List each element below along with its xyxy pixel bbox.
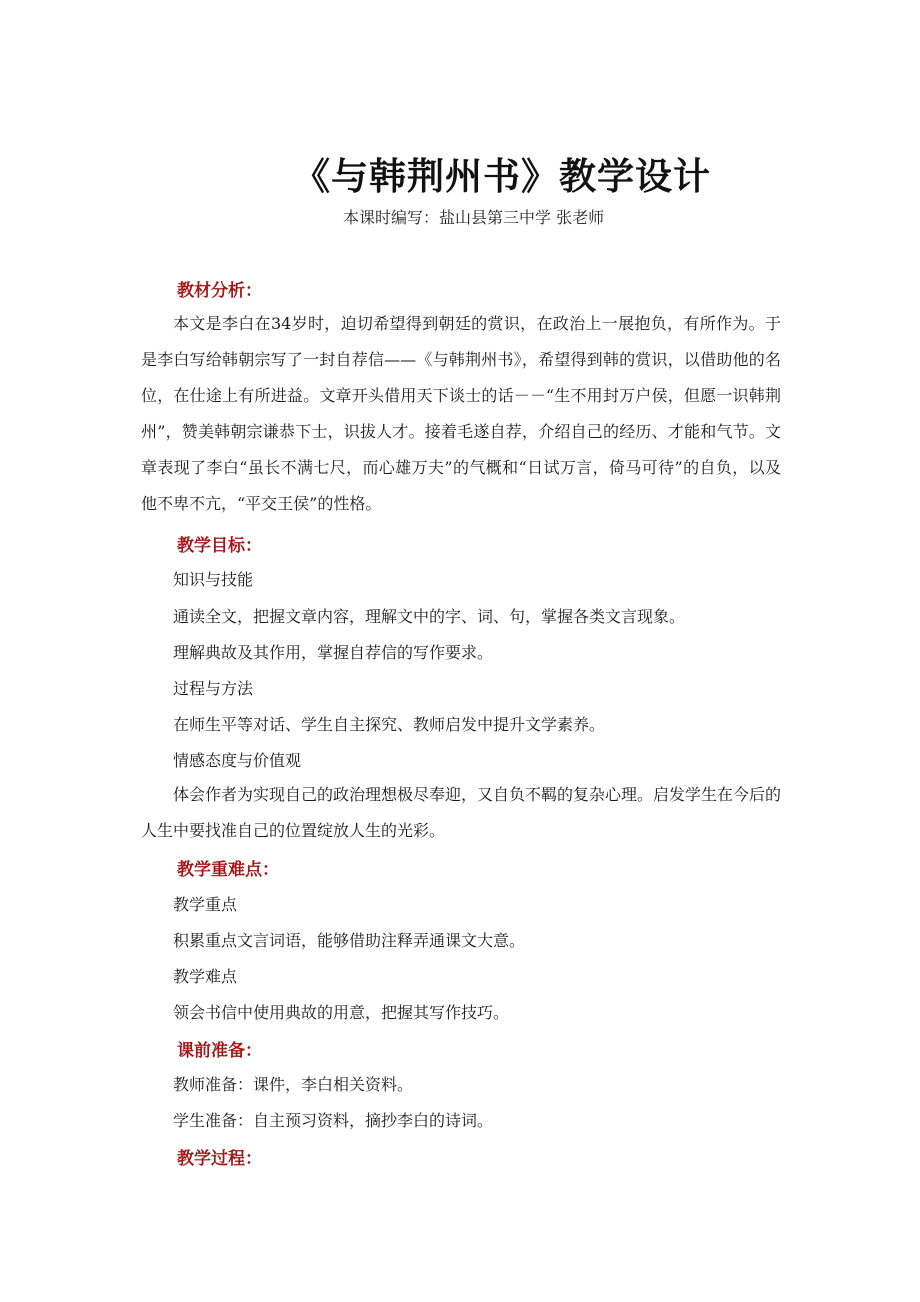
heading-process: 教学过程：	[177, 1149, 262, 1169]
goals-knowledge-item-1: 通读全文，把握文章内容，理解文中的字、词、句，掌握各类文言现象。	[173, 607, 686, 626]
goals-process-item-1: 在师生平等对话、学生自主探究、教师启发中提升文学素养。	[173, 715, 606, 734]
goals-emotion-paragraph: 体会作者为实现自己的政治理想极尽奉迎，又自负不羁的复杂心理。启发学生在今后的人生中要找准自己的位置绽放人生的光彩。	[141, 785, 782, 840]
prep-teacher: 教师准备：课件，李白相关资料。	[173, 1075, 414, 1094]
goals-emotion-label: 情感态度与价值观	[173, 751, 302, 770]
keypoints-focus-label: 教学重点	[173, 895, 238, 914]
heading-goals: 教学目标：	[177, 536, 262, 556]
document-title: 《与韩荆州书》教学设计	[293, 155, 711, 198]
keypoints-difficulty-item-1: 领会书信中使用典故的用意，把握其写作技巧。	[173, 1003, 510, 1022]
keypoints-focus-item-1: 积累重点文言词语，能够借助注释弄通课文大意。	[173, 931, 526, 950]
keypoints-difficulty-label: 教学难点	[173, 967, 238, 986]
heading-prep: 课前准备：	[177, 1041, 262, 1061]
prep-student: 学生准备：自主预习资料，摘抄李白的诗词。	[173, 1111, 494, 1130]
document-subtitle: 本课时编写：盐山县第三中学 张老师	[343, 208, 605, 227]
analysis-paragraph: 本文是李白在34岁时，迫切希望得到朝廷的赏识，在政治上一展抱负，有所作为。于是李白写给韩朝宗写了一封自荐信——《与韩荆州书》，希望得到韩的赏识，以借助他的名位，在仕途上有所进益。文章开头借用天下谈士的话－－“生不用封万户侯，但愿一识韩荆州”，赞美韩朝宗谦恭下士，识拔人才。接着毛遂自荐，介绍自己的经历、才能和气节。文章表现了李白“虽长不满七尺，而心雄万夫”的气概和“日试万言，倚马可待”的自负，以及他不卑不亢，“平交王侯”的性格。	[141, 314, 781, 513]
heading-analysis: 教材分析：	[177, 281, 262, 301]
goals-knowledge-item-2: 理解典故及其作用，掌握自荐信的写作要求。	[173, 643, 494, 662]
heading-keypoints: 教学重难点：	[177, 860, 279, 880]
goals-knowledge-label: 知识与技能	[173, 570, 254, 589]
goals-process-label: 过程与方法	[173, 679, 254, 698]
